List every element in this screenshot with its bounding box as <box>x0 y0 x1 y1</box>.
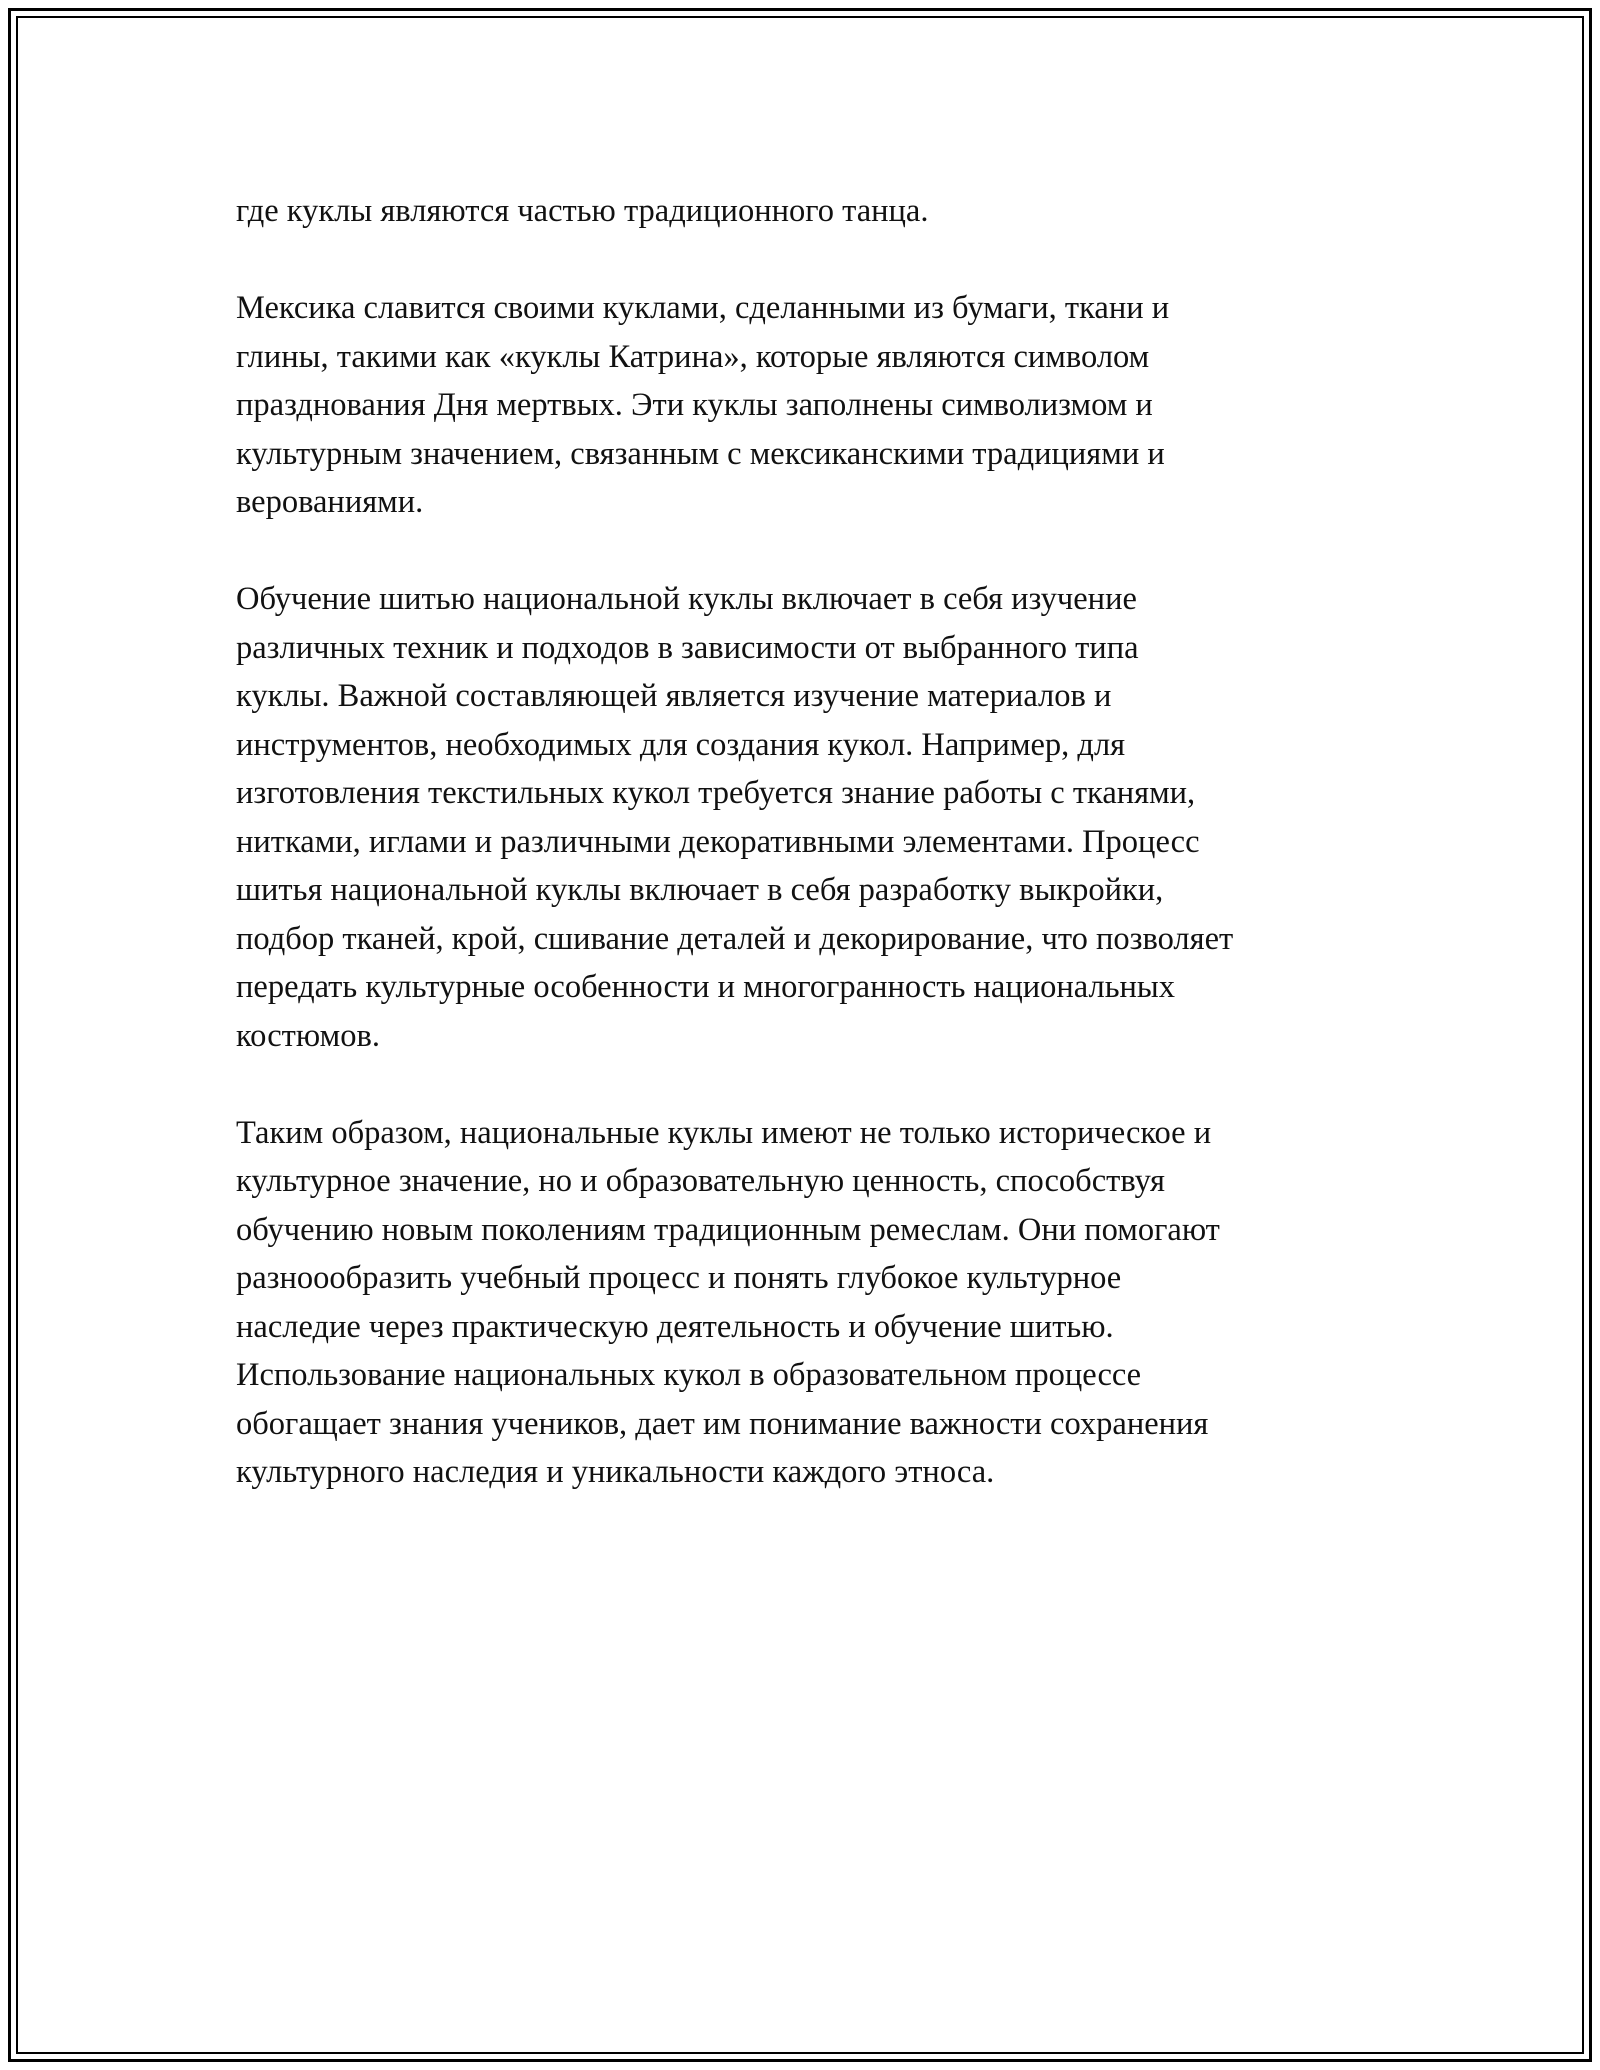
paragraph-1: где куклы являются частью традиционного танца. <box>236 193 929 229</box>
paragraph-2: Мексика славится своими куклами, сделанными из бумаги, ткани и глины, такими как «куклы Катрина», которые являются символом празднования Дня мертвых. Эти куклы заполнены символизмом и культурным значением, связанным с мексиканскими традициями и верованиями. <box>236 290 1170 520</box>
document-body <box>236 187 1436 1545</box>
paragraph-3: Обучение шитью национальной куклы включает в себя изучение различных техник и подходов в зависимости от выбранного типа куклы. Важной составляющей является изучение материалов и инструментов, необходимых для создания кукол. Например, для изготовления текстильных кукол требуется знание работы с тканями, нитками, иглами и различными декоративными элементами. Процесс шитья национальной куклы включает в себя разработку выкройки, подбор тканей, крой, сшивание деталей и декорирование, что позволяет передать культурные особенности и многогранность национальных костюмов. <box>236 581 1234 1054</box>
paragraph-4: Таким образом, национальные куклы имеют не только историческое и культурное значение, но и образовательную ценность, способствуя обучению новым поколениям традиционным ремеслам. Они помогают разноообразить учебный процесс и понять глубокое культурное наследие через практическую деятельность и обучение шитью. Использование национальных кукол в образовательном процессе обогащает знания учеников, дает им понимание важности сохранения культурного наследия и уникальности каждого этноса. <box>236 1114 1220 1490</box>
